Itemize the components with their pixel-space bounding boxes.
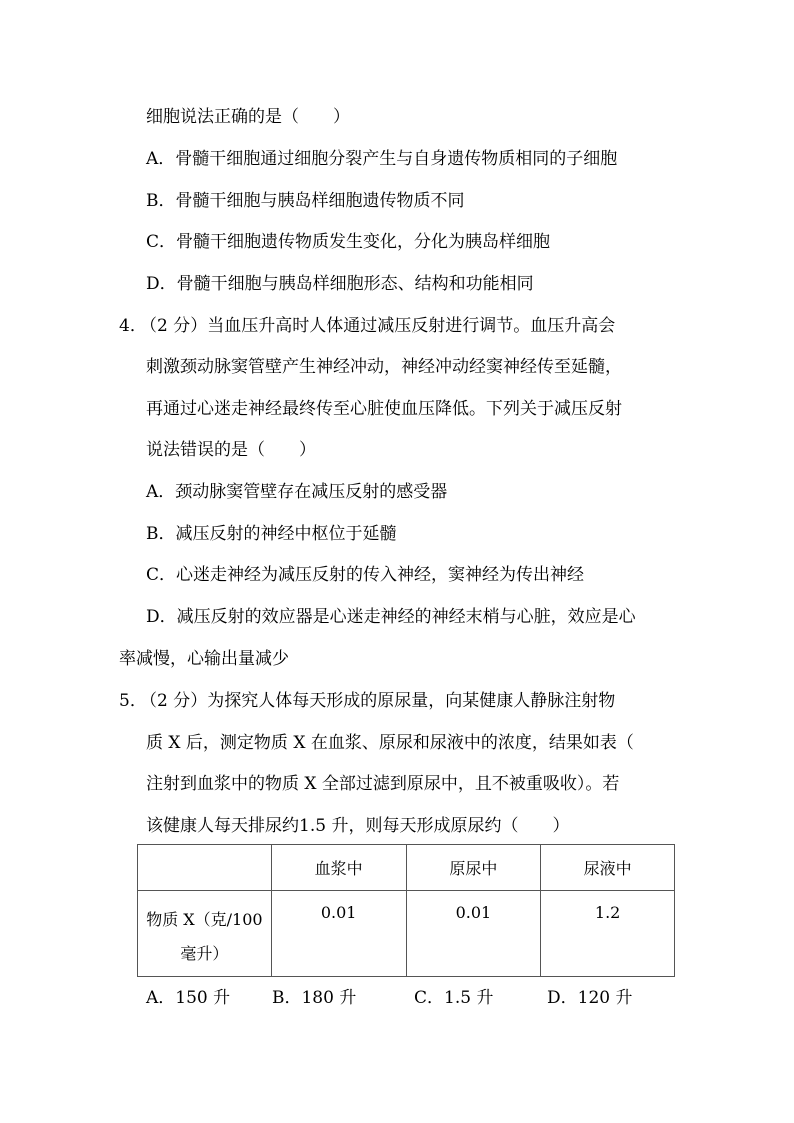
q4-option-a: A．颈动脉窦管壁存在减压反射的感受器	[146, 482, 448, 502]
table-header-row	[138, 845, 675, 891]
table-cell-primary-urine: 0.01	[406, 891, 541, 977]
table-header-cell: 原尿中	[406, 845, 541, 891]
concentration-table	[137, 844, 675, 977]
q3-option-a: A．骨髓干细胞通过细胞分裂产生与自身遗传物质相同的子细胞	[146, 149, 618, 169]
q3-option-b: B．骨髓干细胞与胰岛样细胞遗传物质不同	[146, 191, 465, 211]
table-header-cell	[138, 845, 272, 891]
table-cell-plasma: 0.01	[271, 891, 406, 977]
table-header-cell: 尿液中	[541, 845, 675, 891]
q5-option-a: A．150 升	[146, 988, 231, 1008]
table-row	[138, 891, 675, 977]
q4-stem-line: 再通过心迷走神经最终传至心脏使血压降低。下列关于减压反射	[146, 399, 622, 419]
q5-option-d: D．120 升	[547, 988, 633, 1008]
q5-stem-line: 该健康人每天排尿约1.5 升，则每天形成原尿约（ ）	[146, 816, 570, 836]
q4-option-d: D．减压反射的效应器是心迷走神经的神经末梢与心脏，效应是心	[146, 607, 636, 627]
q4-stem-line: （2 分）当血压升高时人体通过减压反射进行调节。血压升高会	[140, 316, 616, 336]
table-cell-urine: 1.2	[541, 891, 675, 977]
q5-number: 5．	[119, 691, 147, 711]
row-label-line: 物质 X（克/100	[146, 910, 263, 929]
q5-option-c: C．1.5 升	[414, 988, 494, 1008]
q4-option-b: B．减压反射的神经中枢位于延髓	[146, 524, 397, 544]
q4-stem-line: 刺激颈动脉窦管壁产生神经冲动，神经冲动经窦神经传至延髓，	[146, 357, 622, 377]
q5-option-b: B．180 升	[272, 988, 357, 1008]
q5-stem-line: 注射到血浆中的物质 X 全部过滤到原尿中，且不被重吸收）。若	[146, 774, 620, 794]
table-header-cell: 血浆中	[271, 845, 406, 891]
row-label-line: 毫升）	[180, 944, 229, 963]
q4-option-c: C．心迷走神经为减压反射的传入神经，窦神经为传出神经	[146, 565, 585, 585]
table-row-label	[138, 891, 272, 977]
q4-stem-line: 说法错误的是（ ）	[146, 440, 316, 460]
q3-option-d: D．骨髓干细胞与胰岛样细胞形态、结构和功能相同	[146, 274, 534, 294]
q3-stem-end: 细胞说法正确的是（ ）	[146, 107, 350, 127]
q4-number: 4．	[119, 316, 147, 336]
q5-stem-line: （2 分）为探究人体每天形成的原尿量，向某健康人静脉注射物	[140, 691, 616, 711]
q4-option-d-continuation: 率减慢，心输出量减少	[119, 649, 289, 669]
q5-stem-line: 质 X 后，测定物质 X 在血浆、原尿和尿液中的浓度，结果如表（	[146, 733, 634, 753]
q3-option-c: C．骨髓干细胞遗传物质发生变化，分化为胰岛样细胞	[146, 232, 551, 252]
